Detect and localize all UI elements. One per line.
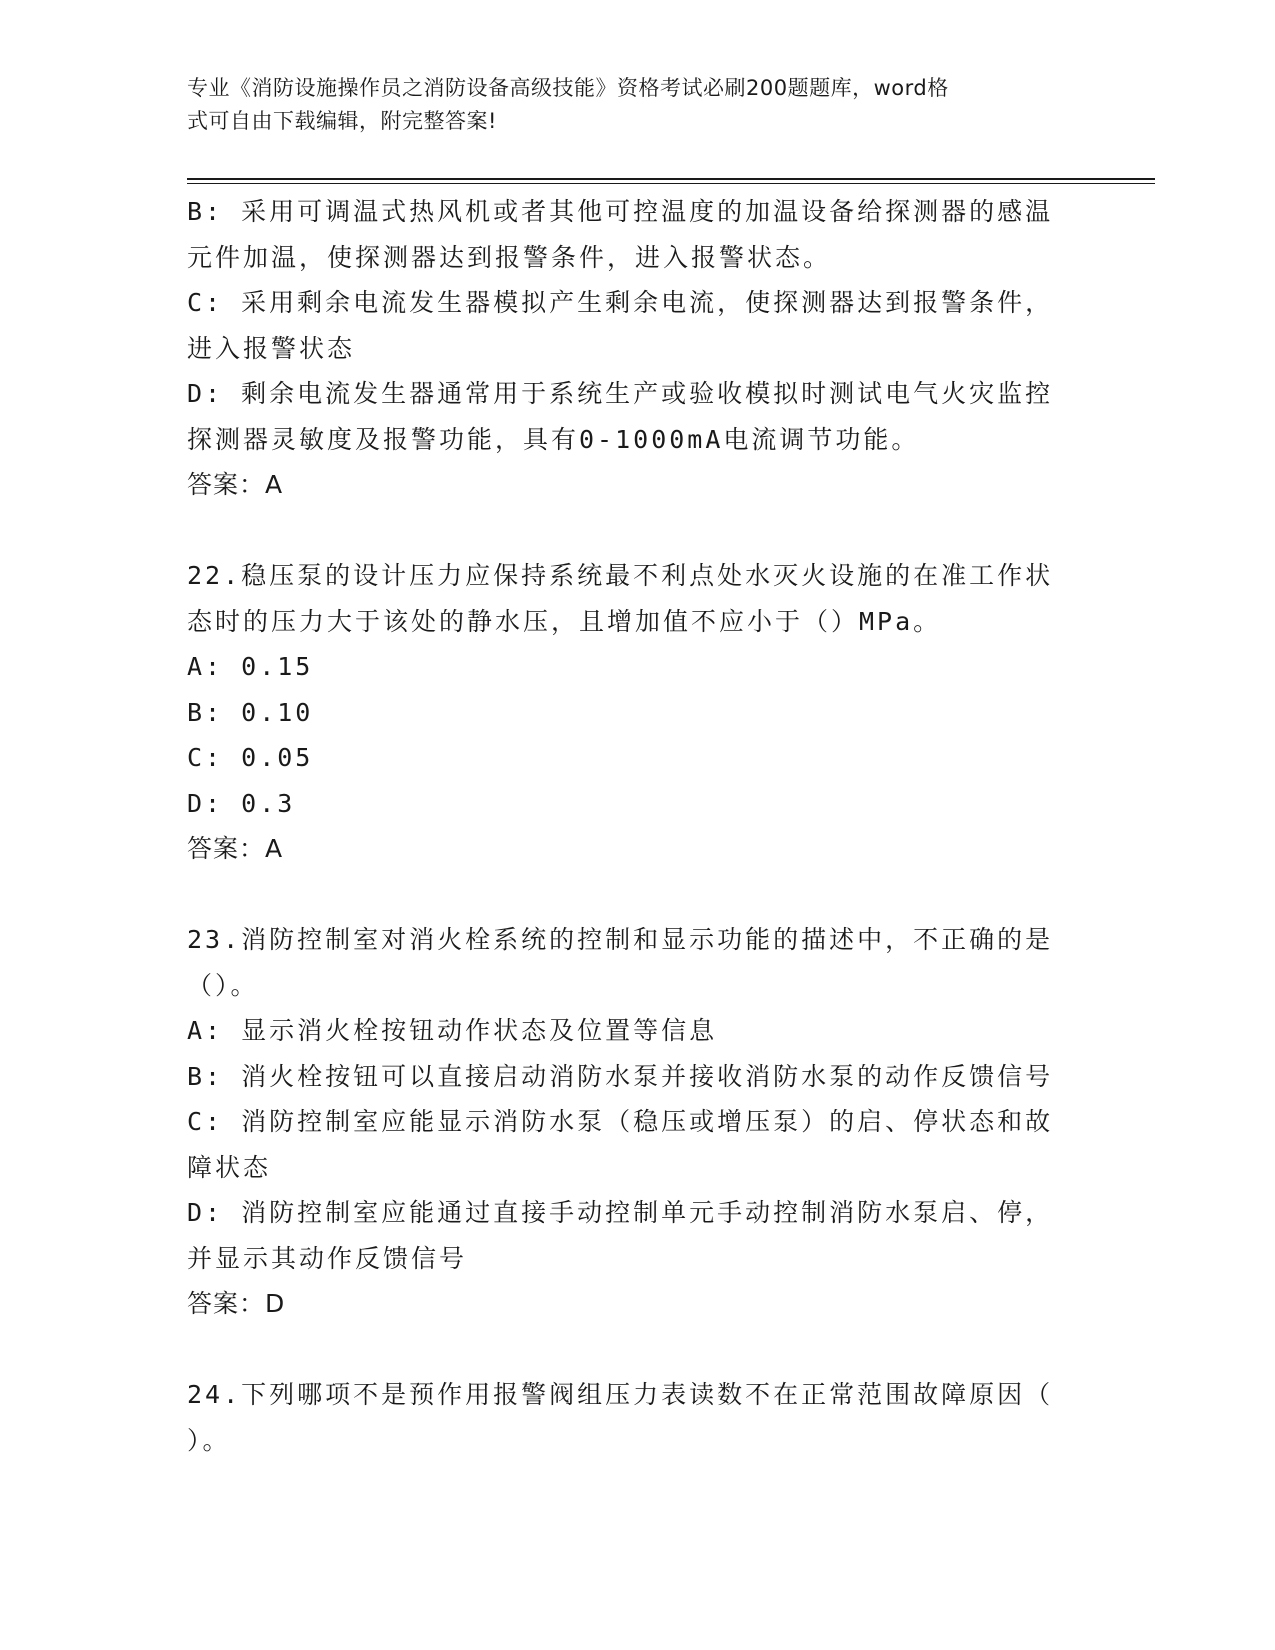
option-d-line-1: D: 剩余电流发生器通常用于系统生产或验收模拟时测试电气火灾监控 [187, 379, 1054, 408]
question-23-text-line-1: 23.消防控制室对消火栓系统的控制和显示功能的描述中，不正确的是 [187, 925, 1054, 954]
option-b: B: 0.10 [187, 697, 314, 727]
question-24-text-line-2: ）。 [187, 1425, 231, 1455]
question-22-text-line-1: 22.稳压泵的设计压力应保持系统最不利点处水灭火设施的在准工作状 [187, 561, 1054, 590]
option-a: A: 显示消火栓按钮动作状态及位置等信息 [187, 1016, 718, 1045]
option-c-line-1: C: 采用剩余电流发生器模拟产生剩余电流，使探测器达到报警条件， [187, 288, 1054, 317]
option-d-line-1: D: 消防控制室应能通过直接手动控制单元手动控制消防水泵启、停， [187, 1198, 1054, 1227]
question-22 [187, 553, 1087, 872]
option-b-line-2: 元件加温，使探测器达到报警条件，进入报警状态。 [187, 242, 832, 272]
spacer [187, 1327, 1087, 1373]
question-23 [187, 917, 1087, 1327]
option-c-line-2: 进入报警状态 [187, 333, 356, 363]
answer-22: 答案：A [187, 834, 284, 863]
option-d: D: 0.3 [187, 788, 296, 818]
option-a: A: 0.15 [187, 652, 314, 681]
option-d-line-2: 探测器灵敏度及报警功能，具有0-1000mA电流调节功能。 [187, 424, 920, 454]
question-21-options [187, 189, 1087, 508]
document-header [187, 72, 1067, 138]
question-22-text-line-2: 态时的压力大于该处的静水压，且增加值不应小于（）MPa。 [187, 606, 942, 636]
answer-23: 答案：D [187, 1289, 286, 1318]
option-b: B: 消火栓按钮可以直接启动消防水泵并接收消防水泵的动作反馈信号 [187, 1061, 1054, 1091]
option-c-line-2: 障状态 [187, 1152, 272, 1182]
answer-21: 答案：A [187, 470, 284, 499]
header-line-1: 专业《消防设施操作员之消防设备高级技能》资格考试必刷200题题库，word格 [187, 76, 949, 100]
question-23-text-line-2: （）。 [187, 970, 259, 1000]
option-c-line-1: C: 消防控制室应能显示消防水泵（稳压或增压泵）的启、停状态和故 [187, 1107, 1054, 1136]
option-d-line-2: 并显示其动作反馈信号 [187, 1243, 468, 1273]
option-b-line-1: B: 采用可调温式热风机或者其他可控温度的加温设备给探测器的感温 [187, 197, 1054, 226]
spacer [187, 508, 1087, 554]
header-divider-thick [187, 178, 1155, 180]
header-line-2: 式可自由下载编辑，附完整答案! [187, 109, 497, 133]
question-24-text-line-1: 24.下列哪项不是预作用报警阀组压力表读数不在正常范围故障原因（ [187, 1380, 1054, 1409]
spacer [187, 872, 1087, 918]
option-c: C: 0.05 [187, 743, 314, 772]
question-24 [187, 1372, 1087, 1463]
header-divider-thin [187, 183, 1155, 184]
question-content [187, 189, 1087, 1463]
